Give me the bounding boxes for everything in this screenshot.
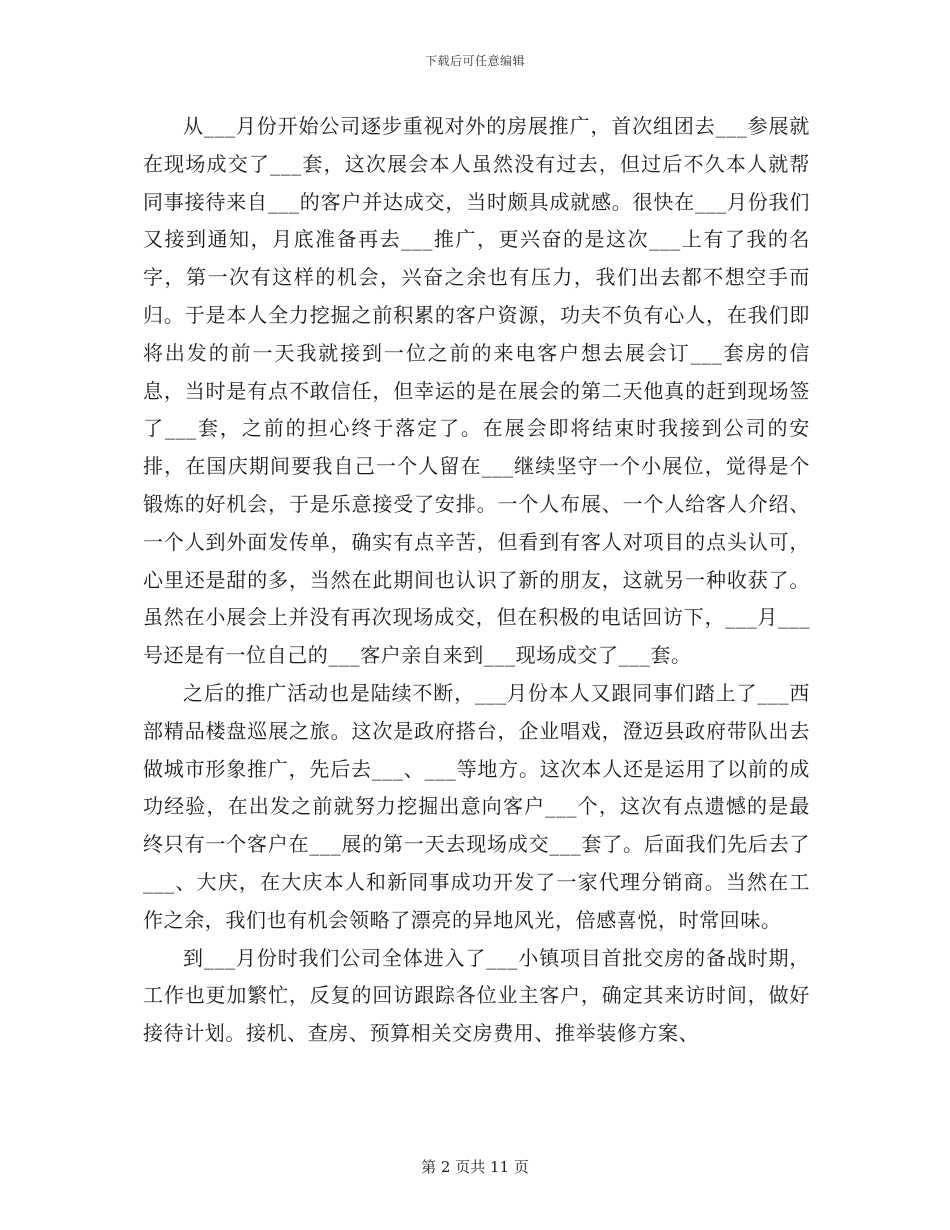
page-header bbox=[0, 52, 950, 69]
paragraph-3: 到___月份时我们公司全体进入了___小镇项目首批交房的备战时期，工作也更加繁忙，反复的回访跟踪各位业主客户，确定其来访时间，做好接待计划。接机、查房、预算相关交房费用、推举装修方案、 bbox=[143, 945, 810, 1046]
header-note: 下载后可任意编辑 bbox=[424, 54, 525, 68]
page-footer bbox=[0, 1156, 950, 1177]
document-body bbox=[143, 108, 810, 1053]
page-number-label: 第 2 页共 11 页 bbox=[421, 1158, 529, 1176]
paragraph-2: 之后的推广活动也是陆续不断，___月份本人又跟同事们踏上了___西部精品楼盘巡展之旅。这次是政府搭台，企业唱戏，澄迈县政府带队出去做城市形象推广，先后去___、___等地方。这次本人还是运用了以前的成功经验，在出发之前就努力挖掘出意向客户___个，这次有点遗憾的是最终只有一个客户在___展的第一天去现场成交___套了。后面我们先后去了___、大庆，在大庆本人和新同事成功开发了一家代理分销商。当然在工作之余，我们也有机会领略了漂亮的异地风光，倍感喜悦，时常回味。 bbox=[143, 680, 810, 932]
paragraph-1: 从___月份开始公司逐步重视对外的房展推广，首次组团去___参展就在现场成交了___套，这次展会本人虽然没有过去，但过后不久本人就帮同事接待来自___的客户并达成交，当时颇具成就感。很快在___月份我们又接到通知，月底准备再去___推广，更兴奋的是这次___上有了我的名字，第一次有这样的机会，兴奋之余也有压力，我们出去都不想空手而归。于是本人全力挖掘之前积累的客户资源，功夫不负有心人，在我们即将出发的前一天我就接到一位之前的来电客户想去展会订___套房的信息，当时是有点不敢信任，但幸运的是在展会的第二天他真的赶到现场签了___套，之前的担心终于落定了。在展会即将结束时我接到公司的安排，在国庆期间要我自己一个人留在___继续坚守一个小展位，觉得是个锻炼的好机会，于是乐意接受了安排。一个人布展、一个人给客人介绍、一个人到外面发传单，确实有点辛苦，但看到有客人对项目的点头认可，心里还是甜的多，当然在此期间也认识了新的朋友，这就另一种收获了。虽然在小展会上并没有再次现场成交，但在积极的电话回访下，___月___号还是有一位自己的___客户亲自来到___现场成交了___套。 bbox=[143, 114, 810, 668]
